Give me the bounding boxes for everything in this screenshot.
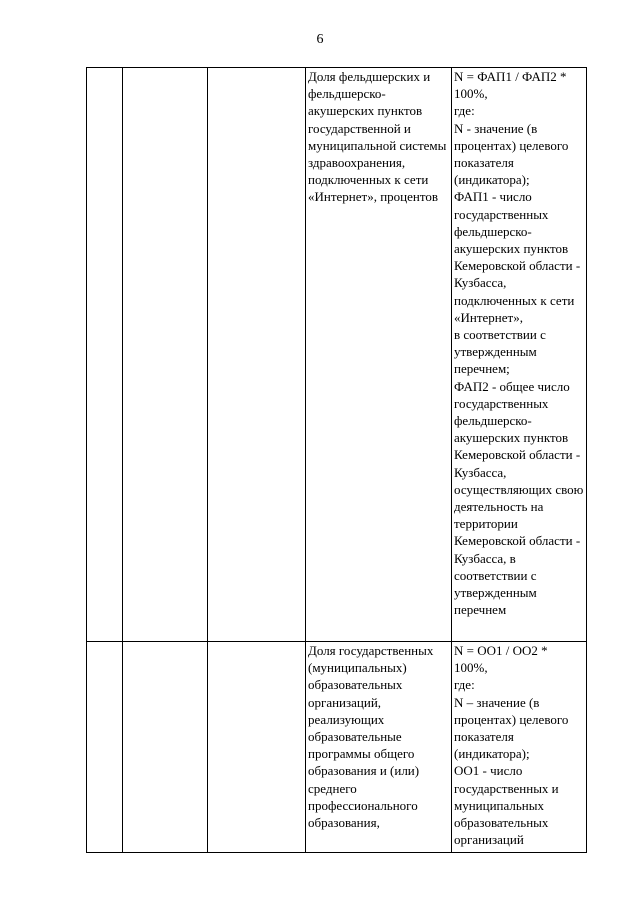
calculation-method-cell: N = ФАП1 / ФАП2 * 100%, где: N - значение (в процентах) целевого показателя (индикатора); ФАП1 - число государственных фельдшерско-акушерских пунктов Кемеровской области - Кузбасса, подключенных к сети «Интернет», в соответствии с утвержденным перечнем; ФАП2 - общее число государственных фельдшерско-акушерских пунктов Кемеровской области - Кузбасса, осуществляющих свою деятельность на территории Кемеровской области - Кузбасса, в соответствии с утвержденным перечнем — [452, 68, 587, 642]
empty-cell-goal — [208, 68, 306, 642]
calculation-method-cell: N = ОО1 / ОО2 * 100%, где: N – значение (в процентах) целевого показателя (индикатора); ОО1 - число государственных и муниципальных образовательных организаций — [452, 642, 587, 853]
indicator-cell: Доля фельдшерских и фельдшерско-акушерских пунктов государственной и муниципальной системы здравоохранения, подключенных к сети «Интернет», процентов — [306, 68, 452, 642]
page-number: 6 — [316, 32, 324, 47]
indicator-cell: Доля государственных (муниципальных) образовательных организаций, реализующих образовательные программы общего образования и (или) среднего профессионального образования, — [306, 642, 452, 853]
empty-cell-goal — [208, 642, 306, 853]
empty-cell-number — [87, 642, 123, 853]
table-row — [87, 642, 587, 853]
empty-cell-number — [87, 68, 123, 642]
indicator-table — [86, 67, 587, 853]
table-row — [87, 68, 587, 642]
empty-cell-name — [123, 642, 208, 853]
empty-cell-name — [123, 68, 208, 642]
